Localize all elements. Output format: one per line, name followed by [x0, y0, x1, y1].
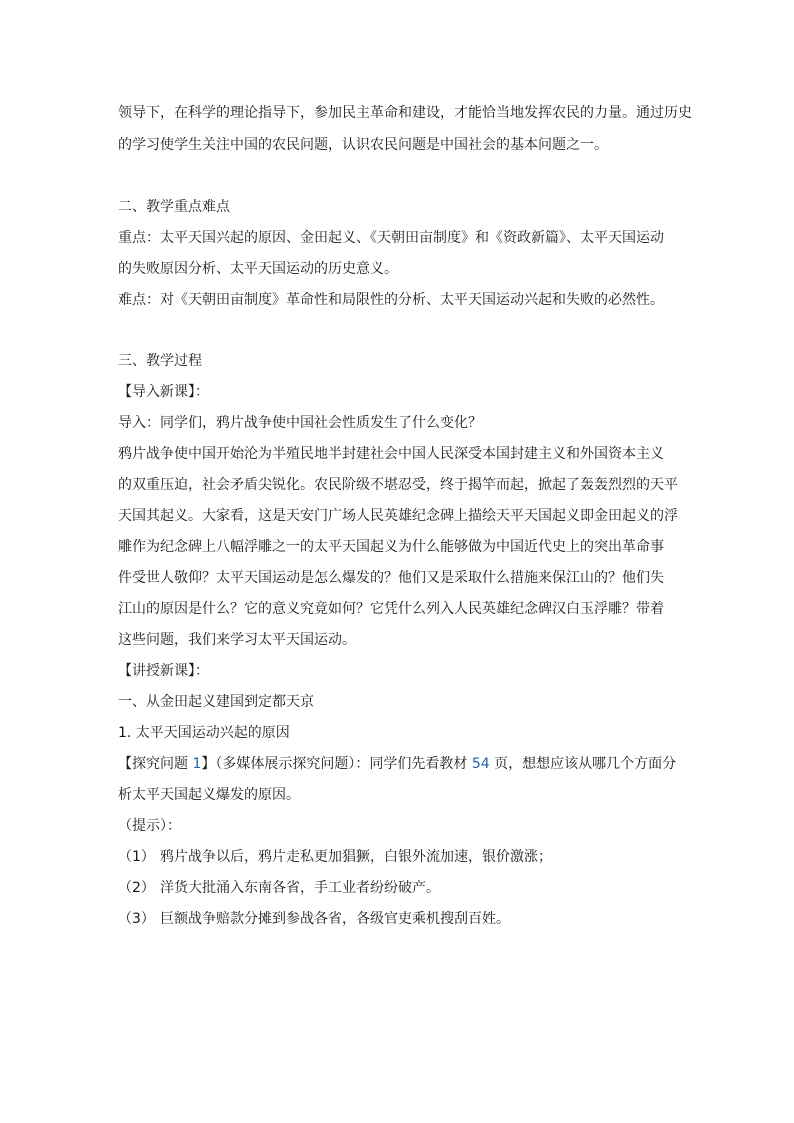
point-text: 巨额战争赔款分摊到参战各省，各级官吏乘机搜刮百姓。 [160, 911, 510, 927]
point-number: （1） [118, 849, 155, 865]
intro-question: 导入：同学们，鸦片战争使中国社会性质发生了什么变化？ [118, 415, 482, 431]
difficult-points: 难点：对《天朝田亩制度》革命性和局限性的分析、太平天国运动兴起和失败的必然性。 [118, 292, 664, 308]
intro-line-1: 领导下，在科学的理论指导下，参加民主革命和建设，才能恰当地发挥农民的力量。通过历史 [118, 105, 692, 121]
point-item [118, 878, 440, 898]
hint-label: （提示）： [118, 818, 181, 834]
question-number: 1 [192, 756, 202, 772]
paragraph-line: 的双重压迫，社会矛盾尖锐化。农民阶级不堪忍受，终于揭竿而起，掀起了轰轰烈烈的天平 [118, 477, 678, 493]
intro-line-2: 的学习使学生关注中国的农民问题，认识农民问题是中国社会的基本问题之一。 [118, 137, 608, 153]
paragraph-line: 雕作为纪念碑上八幅浮雕之一的太平天国起义为什么能够做为中国近代史上的突出革命事 [118, 539, 664, 555]
key-points-line-1: 重点：太平天国兴起的原因、金田起义、《天朝田亩制度》和《资政新篇》、太平天国运动 [118, 230, 664, 246]
explore-tag: 【探究问题 1】 [118, 756, 216, 772]
intro-tag: 【导入新课】： [118, 384, 209, 400]
explore-question-line [118, 754, 676, 774]
point-number: （2） [118, 880, 155, 896]
point-number: （3） [118, 911, 155, 927]
page-number-ref: 54 [471, 756, 490, 772]
paragraph-line: 天国其起义。大家看，这是天安门广场人民英雄纪念碑上描绘天平天国起义即金田起义的浮 [118, 508, 678, 524]
section-3-heading: 三、教学过程 [118, 353, 202, 369]
explore-text: （多媒体展示探究问题）：同学们先看教材 54 页，想想应该从哪几个方面分 [215, 756, 677, 772]
subsection-item: 1. 太平天国运动兴起的原因 [118, 725, 290, 741]
section-2-heading: 二、教学重点难点 [118, 199, 230, 215]
paragraph-line: 这些问题，我们来学习太平天国运动。 [118, 632, 356, 648]
key-points-line-2: 的失败原因分析、太平天国运动的历史意义。 [118, 261, 398, 277]
point-text: 洋货大批涌入东南各省，手工业者纷纷破产。 [160, 880, 440, 896]
point-text: 鸦片战争以后，鸦片走私更加猖獗，白银外流加速，银价激涨； [160, 849, 552, 865]
teach-tag: 【讲授新课】： [118, 663, 209, 679]
explore-line-2: 析太平天国起义爆发的原因。 [118, 787, 300, 803]
paragraph-line: 鸦片战争使中国开始沦为半殖民地半封建社会中国人民深受本国封建主义和外国资本主义 [118, 446, 664, 462]
point-item [118, 847, 552, 867]
paragraph-line: 江山的原因是什么？它的意义究竟如何？它凭什么列入人民英雄纪念碑汉白玉浮雕？带着 [118, 601, 664, 617]
paragraph-line: 件受世人敬仰？太平天国运动是怎么爆发的？他们又是采取什么措施来保江山的？他们失 [118, 570, 664, 586]
subsection-heading: 一、从金田起义建国到定都天京 [118, 694, 314, 710]
point-item [118, 909, 510, 929]
